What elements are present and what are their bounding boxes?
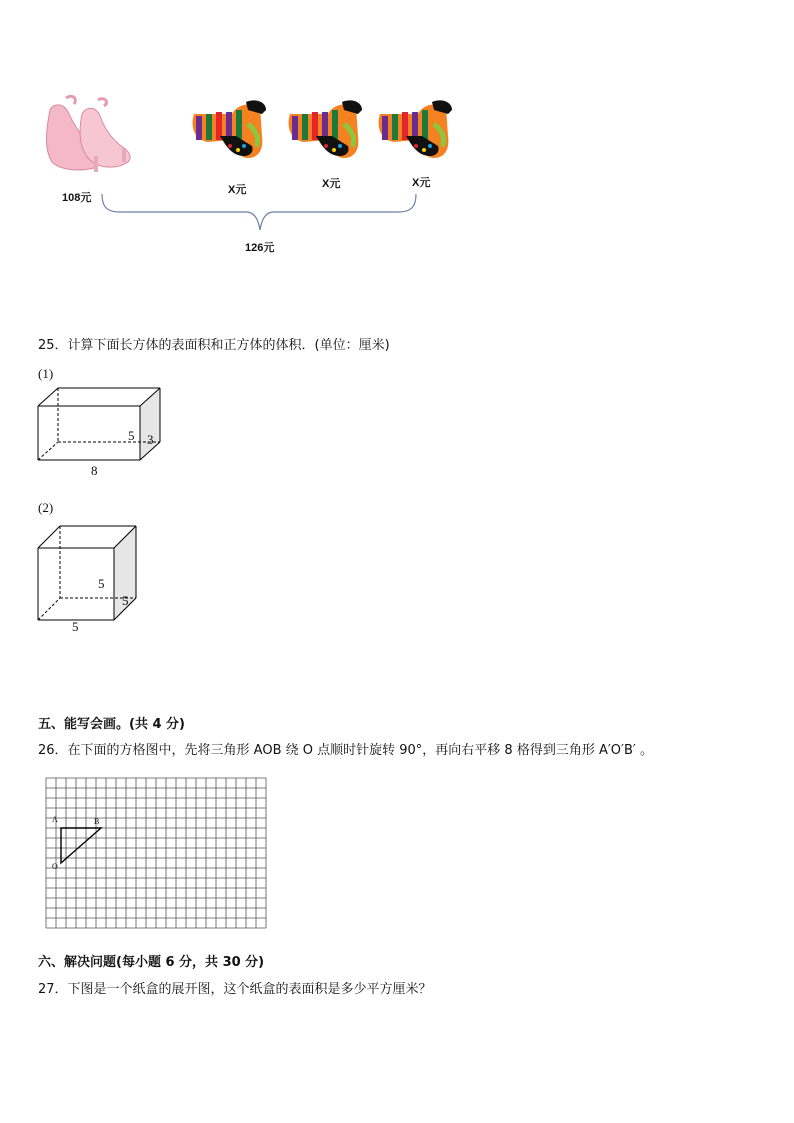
part-2-label: (2) — [38, 500, 54, 515]
part-1-label: (1) — [38, 366, 54, 381]
cube-figure — [36, 524, 142, 624]
section-5-heading: 五、能写会画。(共 4 分) — [38, 717, 185, 732]
question-26: 26．在下面的方格图中，先将三角形 AOB 绕 O 点顺时针旋转 90°，再向右平移 8 格得到三角形 A′O′B′ 。 — [38, 743, 653, 758]
question-27: 27．下图是一个纸盒的展开图，这个纸盒的表面积是多少平方厘米？ — [38, 982, 432, 997]
shoe-price: 108元 — [62, 192, 92, 204]
total-brace — [96, 192, 422, 234]
cube-edge-label-b: 5 — [122, 593, 129, 608]
question-25: 25．计算下面长方体的表面积和正方体的体积．(单位：厘米) — [38, 338, 390, 353]
cube-edge-label-a: 5 — [98, 576, 105, 591]
sock-price-1: X元 — [228, 184, 247, 196]
sock-price-3: X元 — [412, 177, 431, 189]
total-price: 126元 — [245, 242, 275, 254]
square-grid — [44, 776, 270, 932]
cuboid-figure — [36, 386, 166, 466]
point-b-label: B — [94, 817, 100, 826]
cuboid-width-label: 5 — [128, 428, 135, 443]
cuboid-height-label: 3 — [147, 432, 154, 447]
point-a-label: A — [52, 815, 58, 824]
socks-image — [186, 96, 458, 166]
section-6-heading: 六、解决问题(每小题 6 分，共 30 分) — [38, 955, 265, 970]
shoes-image — [38, 90, 138, 180]
cube-edge-label-c: 5 — [72, 619, 79, 634]
cuboid-length-label: 8 — [91, 463, 98, 478]
sock-price-2: X元 — [322, 178, 341, 190]
point-o-label: O — [52, 862, 58, 871]
